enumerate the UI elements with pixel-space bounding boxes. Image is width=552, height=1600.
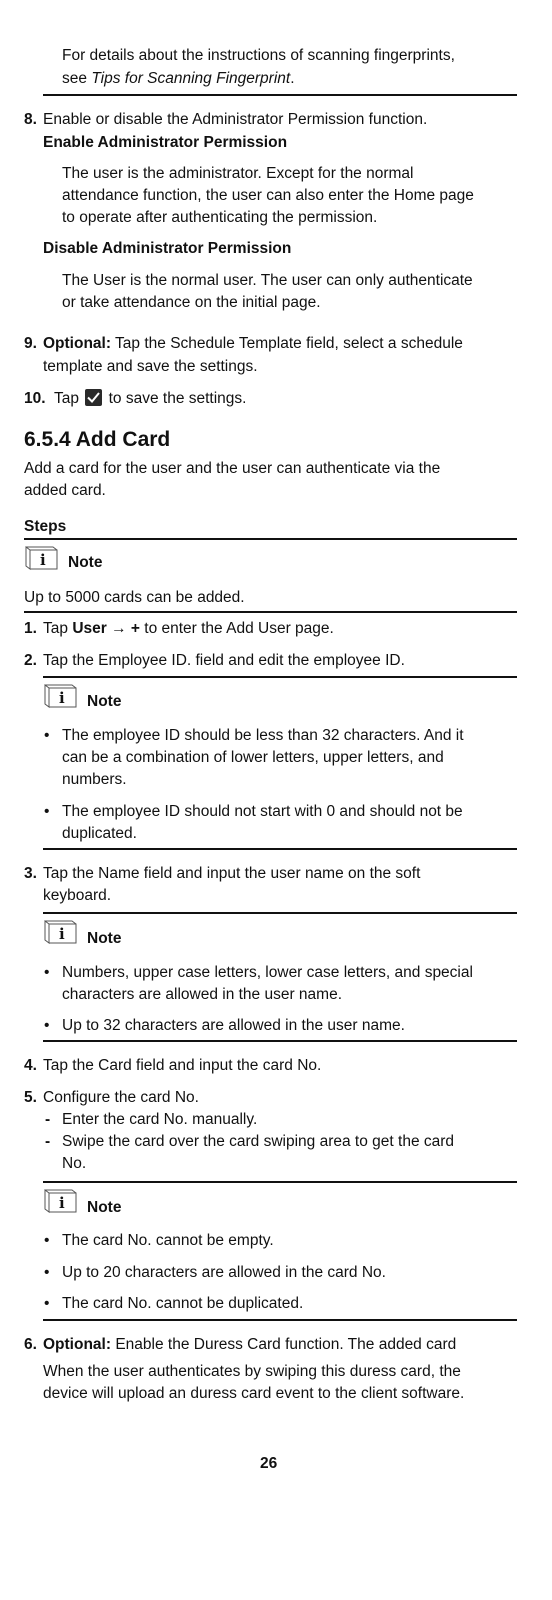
bullet-text: The employee ID should not start with 0 and should not be: [62, 803, 463, 820]
step-text: Tap the Card field and input the card No.: [43, 1057, 322, 1074]
divider: [43, 676, 517, 678]
section-title: 6.5.4 Add Card: [24, 428, 171, 451]
paragraph-line: The user is the administrator. Except for the normal: [62, 165, 414, 182]
step-number: 1.: [24, 620, 37, 637]
section-description: added card.: [24, 482, 106, 499]
step-number: 6.: [24, 1336, 37, 1353]
info-note-icon: [24, 545, 60, 571]
svg-text:i: i: [40, 551, 46, 569]
step-text: template and save the settings.: [43, 358, 258, 375]
step-text: Optional: Tap the Schedule Template field, select a schedule: [43, 335, 463, 352]
bullet-text: can be a combination of lower letters, upper letters, and: [62, 749, 444, 766]
step-number: 9.: [24, 335, 37, 352]
note-text: Up to 5000 cards can be added.: [24, 589, 245, 606]
paragraph-line: The User is the normal user. The user can only authenticate: [62, 272, 473, 289]
step-text: Configure the card No.: [43, 1089, 199, 1106]
bullet-dot: •: [44, 1232, 50, 1249]
bullet-text: Up to 20 characters are allowed in the card No.: [62, 1264, 386, 1281]
bullet-text: The card No. cannot be empty.: [62, 1232, 274, 1249]
note-label: Note: [68, 554, 103, 571]
svg-text:i: i: [59, 689, 65, 707]
divider: [43, 1040, 517, 1042]
paragraph-line: attendance function, the user can also enter the Home page: [62, 187, 474, 204]
fingerprint-tips-link: Tips for Scanning Fingerprint: [91, 70, 291, 87]
divider: [43, 94, 517, 96]
intro-line-2: see Tips for Scanning Fingerprint.: [62, 70, 295, 87]
bullet-dot: •: [44, 727, 50, 744]
check-icon: [85, 389, 102, 406]
divider: [24, 611, 517, 613]
step-text: When the user authenticates by swiping this duress card, the: [43, 1363, 461, 1380]
section-description: Add a card for the user and the user can authenticate via the: [24, 460, 441, 477]
divider: [43, 848, 517, 850]
step-number: 3.: [24, 865, 37, 882]
intro-line-1: For details about the instructions of scanning fingerprints,: [62, 47, 455, 64]
bullet-dot: •: [44, 1017, 50, 1034]
bullet-text: duplicated.: [62, 825, 137, 842]
step-text: Tap the Name field and input the user name on the soft: [43, 865, 421, 882]
step-text: device will upload an duress card event to the client software.: [43, 1385, 465, 1402]
step-number: 5.: [24, 1089, 37, 1106]
divider: [24, 538, 517, 540]
step-number: 8.: [24, 111, 37, 128]
step-text: Tap the Employee ID. field and edit the employee ID.: [43, 652, 405, 669]
note-label: Note: [87, 693, 122, 710]
info-note-icon: [43, 683, 79, 709]
step-number: 4.: [24, 1057, 37, 1074]
svg-text:i: i: [59, 925, 65, 943]
dash-item-text: Enter the card No. manually.: [62, 1111, 258, 1128]
paragraph-line: or take attendance on the initial page.: [62, 294, 321, 311]
bullet-text: The employee ID should be less than 32 characters. And it: [62, 727, 464, 744]
step-text: Tap to save the settings.: [54, 390, 247, 407]
bullet-dot: •: [44, 1264, 50, 1281]
step-number: 2.: [24, 652, 37, 669]
bullet-text: Up to 32 characters are allowed in the user name.: [62, 1017, 405, 1034]
step-text: Enable or disable the Administrator Permission function.: [43, 111, 428, 128]
page-number: 26: [260, 1455, 278, 1472]
dash-marker: -: [45, 1133, 51, 1150]
step-text: keyboard.: [43, 887, 112, 904]
dash-marker: -: [45, 1111, 51, 1128]
step-text: Optional: Enable the Duress Card function. The added card: [43, 1336, 457, 1353]
divider: [43, 912, 517, 914]
dash-item-text: Swipe the card over the card swiping area to get the card: [62, 1133, 455, 1150]
bullet-text: numbers.: [62, 771, 127, 788]
divider: [43, 1319, 517, 1321]
svg-text:i: i: [59, 1194, 65, 1212]
subheading-enable-admin: Enable Administrator Permission: [43, 134, 288, 151]
bullet-text: The card No. cannot be duplicated.: [62, 1295, 304, 1312]
note-label: Note: [87, 930, 122, 947]
note-label: Note: [87, 1199, 122, 1216]
steps-label: Steps: [24, 518, 67, 535]
bullet-dot: •: [44, 1295, 50, 1312]
step-text: Tap User → + to enter the Add User page.: [43, 620, 334, 637]
bullet-text: characters are allowed in the user name.: [62, 986, 343, 1003]
info-note-icon: [43, 919, 79, 945]
bullet-text: Numbers, upper case letters, lower case letters, and special: [62, 964, 473, 981]
bullet-dot: •: [44, 964, 50, 981]
bullet-dot: •: [44, 803, 50, 820]
divider: [43, 1181, 517, 1183]
dash-item-text: No.: [62, 1155, 87, 1172]
subheading-disable-admin: Disable Administrator Permission: [43, 240, 292, 257]
step-number: 10.: [24, 390, 46, 407]
paragraph-line: to operate after authenticating the permission.: [62, 209, 378, 226]
info-note-icon: [43, 1188, 79, 1214]
